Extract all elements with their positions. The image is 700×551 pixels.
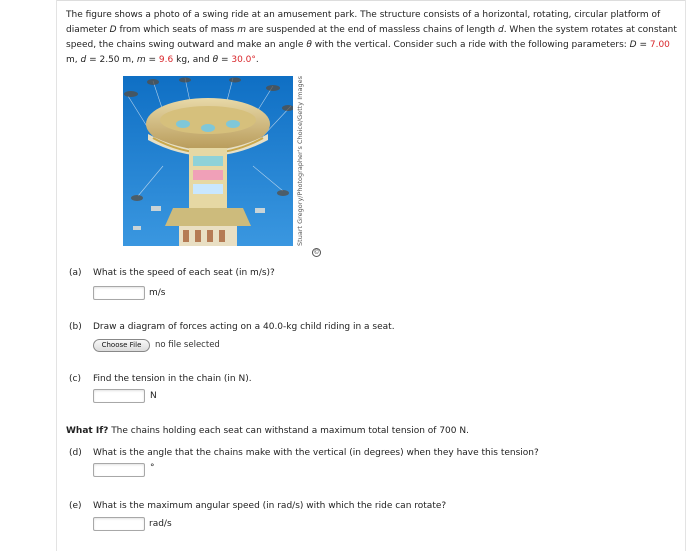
answer-d-unit: ° bbox=[150, 463, 155, 473]
equals: = bbox=[218, 55, 232, 65]
question-a-label: (a) bbox=[69, 268, 82, 278]
answer-a-unit: m/s bbox=[149, 288, 166, 298]
question-d-label: (d) bbox=[69, 448, 82, 458]
param-D-label: D bbox=[629, 40, 637, 50]
question-c-text: Find the tension in the chain (in N). bbox=[93, 374, 252, 384]
question-a-text: What is the speed of each seat (in m/s)? bbox=[93, 268, 275, 278]
intro-text-2: from which seats of mass bbox=[116, 25, 238, 35]
question-d bbox=[69, 448, 539, 458]
equals: = bbox=[636, 40, 650, 50]
period: . bbox=[255, 55, 259, 65]
intro-text-5: with the vertical. Consider such a ride with the following parameters: bbox=[311, 40, 630, 50]
file-status-text: no file selected bbox=[155, 340, 220, 350]
question-b-text: Draw a diagram of forces acting on a 40.0-kg child riding in a seat. bbox=[93, 322, 395, 332]
what-if-statement bbox=[66, 426, 469, 436]
question-d-text: What is the angle that the chains make with the vertical (in degrees) when they have this tension? bbox=[93, 448, 539, 458]
what-if-heading: What If? bbox=[66, 426, 109, 436]
intro-text-1: The figure shows a photo of a swing ride at an amusement park. The structure consists of a horizontal, rotating, circular platform of diameter bbox=[66, 10, 661, 35]
param-d-label: d bbox=[80, 55, 87, 65]
question-b bbox=[69, 322, 395, 332]
equals: = bbox=[145, 55, 159, 65]
photo-credit-text: Stuart Gregory/Photographer's Choice/Getty Images bbox=[296, 76, 304, 246]
var-D: D bbox=[109, 25, 117, 35]
param-D-unit: m, bbox=[66, 55, 81, 65]
param-d-text: = 2.50 m, bbox=[86, 55, 137, 65]
param-m-value: 9.6 bbox=[158, 55, 174, 65]
param-m-unit: kg, and bbox=[173, 55, 213, 65]
intro-text-3: are suspended at the end of massless chains of length bbox=[246, 25, 498, 35]
answer-c-unit: N bbox=[150, 391, 157, 401]
question-e-label: (e) bbox=[69, 501, 82, 511]
question-e bbox=[69, 501, 446, 511]
question-c bbox=[69, 374, 252, 384]
intro-text-4: . When the system rotates at constant speed, the chains swing outward and make an angle bbox=[66, 25, 677, 50]
answer-c-input[interactable] bbox=[93, 389, 145, 403]
param-D-value: 7.00 bbox=[649, 40, 670, 50]
answer-e-input[interactable] bbox=[93, 517, 145, 531]
choose-file-button[interactable]: Choose File bbox=[93, 339, 150, 352]
copyright-info-icon[interactable]: © bbox=[313, 249, 320, 256]
what-if-text: The chains holding each seat can withstand a maximum total tension of 700 N. bbox=[108, 426, 469, 436]
answer-a-input[interactable] bbox=[93, 286, 145, 300]
swing-ride-illustration bbox=[123, 76, 293, 246]
question-b-label: (b) bbox=[69, 322, 82, 332]
answer-d-input[interactable] bbox=[93, 463, 145, 477]
param-m-label: m bbox=[136, 55, 146, 65]
param-theta-label: θ bbox=[212, 55, 219, 65]
question-c-label: (c) bbox=[69, 374, 81, 384]
var-d: d bbox=[497, 25, 504, 35]
question-e-text: What is the maximum angular speed (in rad/s) with which the ride can rotate? bbox=[93, 501, 447, 511]
photo-credit bbox=[294, 76, 306, 246]
swing-ride-photo bbox=[123, 76, 293, 246]
var-m: m bbox=[237, 25, 247, 35]
problem-statement bbox=[66, 8, 678, 68]
answer-e-unit: rad/s bbox=[149, 519, 172, 529]
question-a bbox=[69, 268, 275, 278]
var-theta: θ bbox=[306, 40, 312, 50]
param-theta-value: 30.0° bbox=[231, 55, 256, 65]
